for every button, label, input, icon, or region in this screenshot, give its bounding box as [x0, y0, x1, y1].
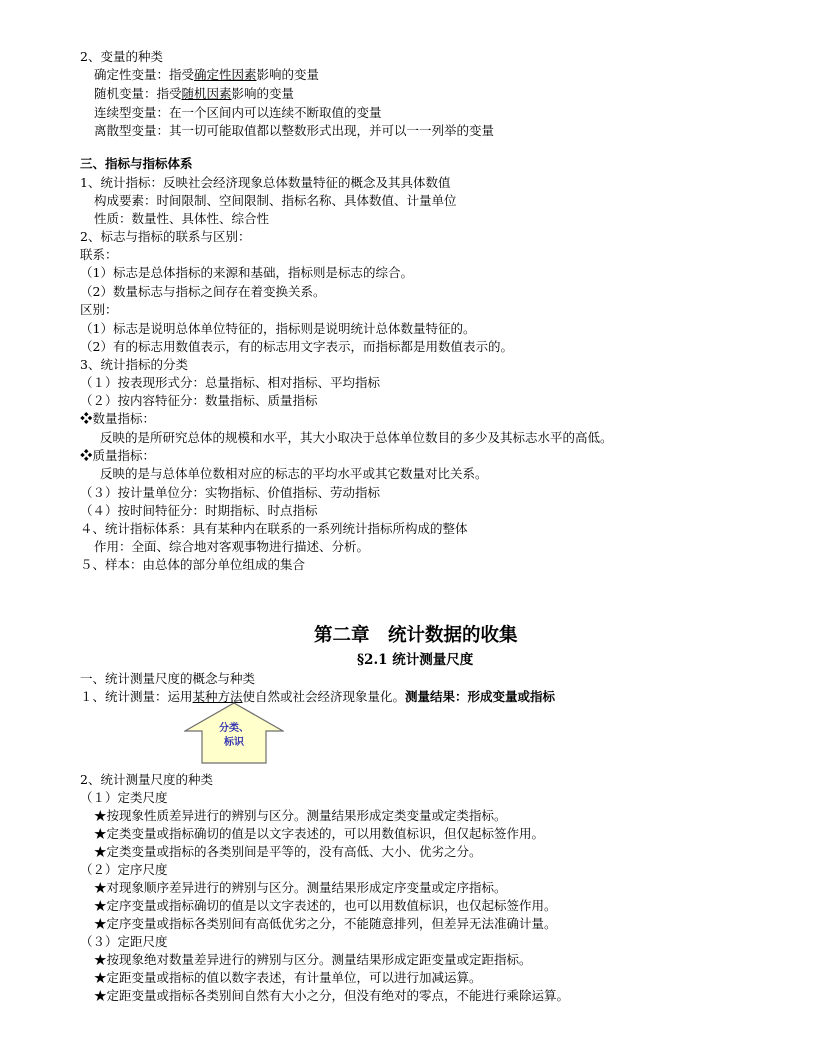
text-line — [94, 85, 294, 103]
text-span: １、统计测量：运用 — [80, 689, 193, 704]
text-line: 3、统计指标的分类 — [80, 357, 188, 372]
section-title: §2.1 统计测量尺度 — [357, 652, 474, 668]
chapter-title: 第二章 统计数据的收集 — [314, 625, 518, 646]
text-line: （1）标志是总体指标的来源和基础，指标则是标志的综合。 — [80, 265, 413, 280]
text-line: （１）按表现形式分：总量指标、相对指标、平均指标 — [80, 375, 381, 390]
text-line: （1）标志是说明总体单位特征的，指标则是说明统计总体数量特征的。 — [80, 321, 476, 336]
text-line: ★对现象顺序差异进行的辨别与区分。测量结果形成定序变量或定序指标。 — [94, 880, 507, 895]
underlined-term: 某种方法 — [192, 689, 243, 704]
text-line: 作用：全面、综合地对客观事物进行描述、分析。 — [94, 539, 370, 554]
text-line: ★定类变量或指标的各类别间是平等的，没有高低、大小、优劣之分。 — [94, 844, 482, 859]
text-line: （１）定类尺度 — [80, 790, 168, 805]
text-span: 使自然或社会经济现象量化。 — [242, 689, 406, 704]
text-line: （２）定序尺度 — [80, 862, 168, 877]
text-line: 构成要素：时间限制、空间限制、指标名称、具体数值、计量单位 — [94, 193, 457, 208]
underlined-term: 确定性因素 — [194, 67, 257, 82]
text-line: ★定序变量或指标各类别间有高低优劣之分，不能随意排列，但差异无法准确计量。 — [94, 916, 557, 931]
text-line: 反映的是所研究总体的规模和水平，其大小取决于总体单位数目的多少及其标志水平的高低。 — [100, 430, 613, 445]
text-span: 影响的变量 — [256, 67, 320, 82]
arrow-label-line: 分类、 — [219, 723, 249, 734]
text-span: 确定性变量：指受 — [94, 67, 195, 82]
text-line: ❖质量指标： — [80, 448, 156, 463]
text-span: 随机变量：指受 — [94, 86, 182, 101]
text-line: （３）按计量单位分：实物指标、价值指标、劳动指标 — [80, 485, 381, 500]
text-line: （２）按内容特征分：数量指标、质量指标 — [80, 393, 318, 408]
text-line: 2、变量的种类 — [80, 49, 163, 64]
text-line: 离散型变量：其一切可能取值都以整数形式出现，并可以一一列举的变量 — [94, 123, 495, 138]
text-line: （2）有的标志用数值表示，有的标志用文字表示，而指标都是用数值表示的。 — [80, 339, 513, 354]
text-line: （2）数量标志与指标之间存在着变换关系。 — [80, 284, 326, 299]
text-line: （４）按时间特征分：时期指标、时点指标 — [80, 503, 318, 518]
text-line: ★定距变量或指标各类别间自然有大小之分，但没有绝对的零点，不能进行乘除运算。 — [94, 988, 570, 1003]
text-span: 影响的变量 — [231, 86, 295, 101]
arrow-label — [214, 722, 254, 750]
text-line: ★按现象性质差异进行的辨别与区分。测量结果形成定类变量或定类指标。 — [94, 808, 507, 823]
text-line: ★定类变量或指标确切的值是以文字表述的，可以用数值标识，但仅起标签作用。 — [94, 826, 545, 841]
text-line: 2、标志与指标的联系与区别： — [80, 229, 251, 244]
text-line: 联系： — [80, 247, 118, 262]
text-line: 性质：数量性、具体性、综合性 — [94, 211, 270, 226]
text-line: 连续型变量：在一个区间内可以连续不断取值的变量 — [94, 105, 382, 120]
text-line — [94, 66, 319, 84]
text-line: ★按现象绝对数量差异进行的辨别与区分。测量结果形成定距变量或定距指标。 — [94, 952, 532, 967]
bold-phrase: 测量结果：形成变量或指标 — [405, 689, 556, 704]
text-line: 区别： — [80, 302, 118, 317]
text-line: 一、统计测量尺度的概念与种类 — [80, 671, 256, 686]
text-line: ４、统计指标体系：具有某种内在联系的一系列统计指标所构成的整体 — [80, 521, 468, 536]
text-line: 1、统计指标：反映社会经济现象总体数量特征的概念及其具体数值 — [80, 175, 451, 190]
text-line: ５、样本：由总体的部分单位组成的集合 — [80, 557, 306, 572]
text-line: ★定距变量或指标的值以数字表述，有计量单位，可以进行加减运算。 — [94, 970, 482, 985]
underlined-term: 随机因素 — [181, 86, 232, 101]
arrow-label-line: 标识 — [224, 737, 244, 748]
text-line: （３）定距尺度 — [80, 934, 168, 949]
text-line: 2、统计测量尺度的种类 — [80, 772, 213, 787]
text-line: ★定序变量或指标确切的值是以文字表述的，也可以用数值标识，也仅起标签作用。 — [94, 898, 557, 913]
section-heading: 三、指标与指标体系 — [80, 156, 193, 171]
text-line — [80, 688, 555, 706]
text-line: ❖数量指标： — [80, 411, 156, 426]
text-line: 反映的是与总体单位数相对应的标志的平均水平或其它数量对比关系。 — [100, 466, 488, 481]
